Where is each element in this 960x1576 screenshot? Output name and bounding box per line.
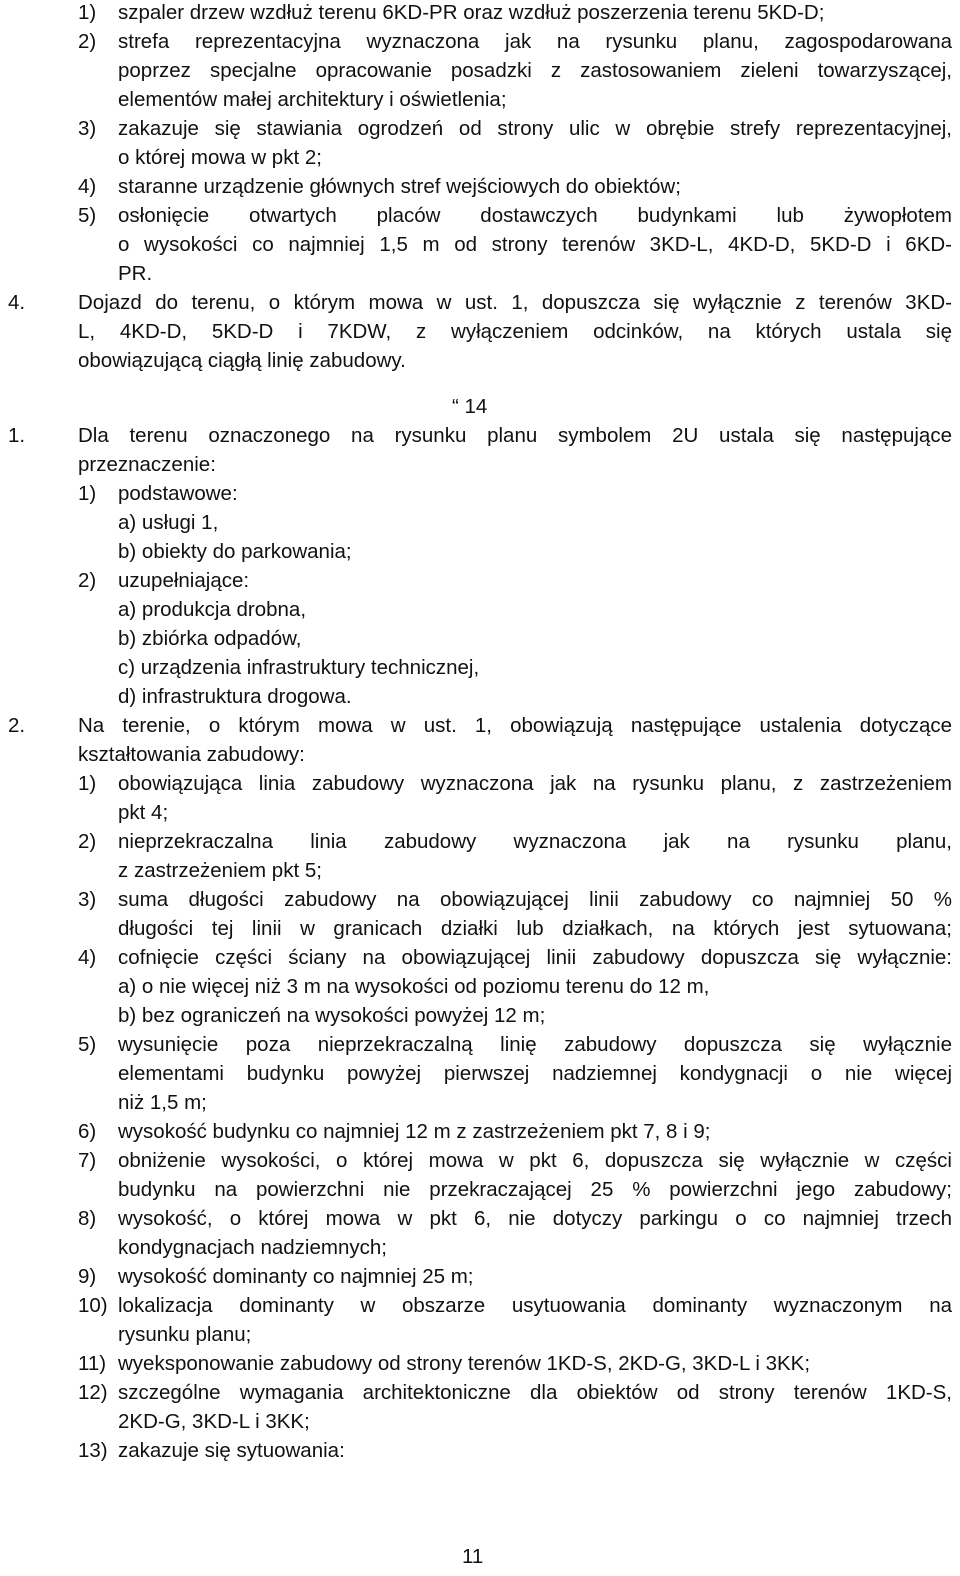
paragraph-text: kształtowania zabudowy: [78,743,305,766]
list-item-text: obowiązująca linia zabudowy wyznaczona jak na rysunku planu, z zastrzeżeniem [118,772,952,795]
paragraph-number: 1. [8,424,26,447]
list-item-text: wysunięcie poza nieprzekraczalną linię zabudowy dopuszcza się wyłącznie [118,1033,952,1056]
list-item-text: budynku na powierzchni nie przekraczającej 25 % powierzchni jego zabudowy; [118,1178,952,1201]
paragraph-text: przeznaczenie: [78,453,216,476]
paragraph-text: L, 4KD-D, 5KD-D i 7KDW, z wyłączeniem odcinków, na których ustala się [78,320,952,343]
list-number: 6) [78,1120,97,1143]
list-item-text: wysokość, o której mowa w pkt 6, nie dotyczy parkingu o co najmniej trzech [118,1207,952,1230]
sub-item-text: b) zbiórka odpadów, [118,627,302,650]
list-item-text: staranne urządzenie głównych stref wejściowych do obiektów; [118,175,681,198]
list-item-text: osłonięcie otwartych placów dostawczych budynkami lub żywopłotem [118,204,952,227]
paragraph-text: Na terenie, o którym mowa w ust. 1, obowiązują następujące ustalenia dotyczące [78,714,952,737]
list-item-text: PR. [118,262,153,285]
list-number: 1) [78,482,97,505]
sub-item-text: c) urządzenia infrastruktury technicznej, [118,656,480,679]
paragraph-text: Dojazd do terenu, o którym mowa w ust. 1, dopuszcza się wyłącznie z terenów 3KD- [78,291,952,314]
list-number: 3) [78,888,97,911]
list-item-text: nieprzekraczalna linia zabudowy wyznaczona jak na rysunku planu, [118,830,952,853]
list-number: 4) [78,946,97,969]
list-item-text: podstawowe: [118,482,238,505]
list-item-text: wyeksponowanie zabudowy od strony terenów 1KD-S, 2KD-G, 3KD-L i 3KK; [118,1352,811,1375]
list-item-text: cofnięcie części ściany na obowiązującej linii zabudowy dopuszcza się wyłącznie: [118,946,952,969]
list-number: 2) [78,830,97,853]
list-number: 10) [78,1294,108,1317]
list-item-text: strefa reprezentacyjna wyznaczona jak na rysunku planu, zagospodarowana [118,30,952,53]
list-number: 4) [78,175,97,198]
paragraph-number: 4. [8,291,26,314]
list-item-text: wysokość dominanty co najmniej 25 m; [118,1265,474,1288]
list-item-text: kondygnacjach nadziemnych; [118,1236,387,1259]
list-item-text: suma długości zabudowy na obowiązującej linii zabudowy co najmniej 50 % [118,888,952,911]
list-item-text: rysunku planu; [118,1323,252,1346]
list-number: 5) [78,1033,97,1056]
list-item-text: wysokość budynku co najmniej 12 m z zastrzeżeniem pkt 7, 8 i 9; [118,1120,711,1143]
list-item-text: szpaler drzew wzdłuż terenu 6KD-PR oraz wzdłuż poszerzenia terenu 5KD-D; [118,1,825,24]
list-number: 2) [78,569,97,592]
sub-item-text: b) bez ograniczeń na wysokości powyżej 12 m; [118,1004,546,1027]
list-number: 5) [78,204,97,227]
paragraph-text: Dla terenu oznaczonego na rysunku planu symbolem 2U ustala się następujące [78,424,952,447]
page-number: 11 [462,1545,484,1568]
list-item-text: długości tej linii w granicach działki lub działkach, na których jest sytuowana; [118,917,952,940]
list-item-text: zakazuje się stawiania ogrodzeń od strony ulic w obrębie strefy reprezentacyjnej, [118,117,952,140]
sub-item-text: d) infrastruktura drogowa. [118,685,352,708]
paragraph-text: obowiązującą ciągłą linię zabudowy. [78,349,406,372]
list-number: 3) [78,117,97,140]
list-number: 13) [78,1439,108,1462]
list-item-text: 2KD-G, 3KD-L i 3KK; [118,1410,310,1433]
list-number: 9) [78,1265,97,1288]
list-item-text: lokalizacja dominanty w obszarze usytuowania dominanty wyznaczonym na [118,1294,952,1317]
sub-item-text: a) produkcja drobna, [118,598,307,621]
list-item-text: elementów małej architektury i oświetlenia; [118,88,507,111]
list-item-text: o której mowa w pkt 2; [118,146,322,169]
list-number: 2) [78,30,97,53]
list-number: 12) [78,1381,108,1404]
list-item-text: zakazuje się sytuowania: [118,1439,345,1462]
section-heading: “ 14 [452,395,488,418]
list-item-text: szczególne wymagania architektoniczne dla obiektów od strony terenów 1KD-S, [118,1381,952,1404]
list-item-text: obniżenie wysokości, o której mowa w pkt 6, dopuszcza się wyłącznie w części [118,1149,952,1172]
list-item-text: niż 1,5 m; [118,1091,207,1114]
paragraph-number: 2. [8,714,26,737]
list-number: 11) [78,1352,107,1375]
list-number: 8) [78,1207,97,1230]
list-number: 7) [78,1149,97,1172]
list-item-text: z zastrzeżeniem pkt 5; [118,859,322,882]
sub-item-text: a) usługi 1, [118,511,219,534]
list-item-text: uzupełniające: [118,569,250,592]
list-item-text: pkt 4; [118,801,169,824]
list-item-text: o wysokości co najmniej 1,5 m od strony terenów 3KD-L, 4KD-D, 5KD-D i 6KD- [118,233,952,256]
list-item-text: poprzez specjalne opracowanie posadzki z zastosowaniem zieleni towarzyszącej, [118,59,952,82]
list-item-text: elementami budynku powyżej pierwszej nadziemnej kondygnacji o nie więcej [118,1062,952,1085]
sub-item-text: b) obiekty do parkowania; [118,540,352,563]
list-number: 1) [78,772,97,795]
sub-item-text: a) o nie więcej niż 3 m na wysokości od poziomu terenu do 12 m, [118,975,710,998]
list-number: 1) [78,1,97,24]
